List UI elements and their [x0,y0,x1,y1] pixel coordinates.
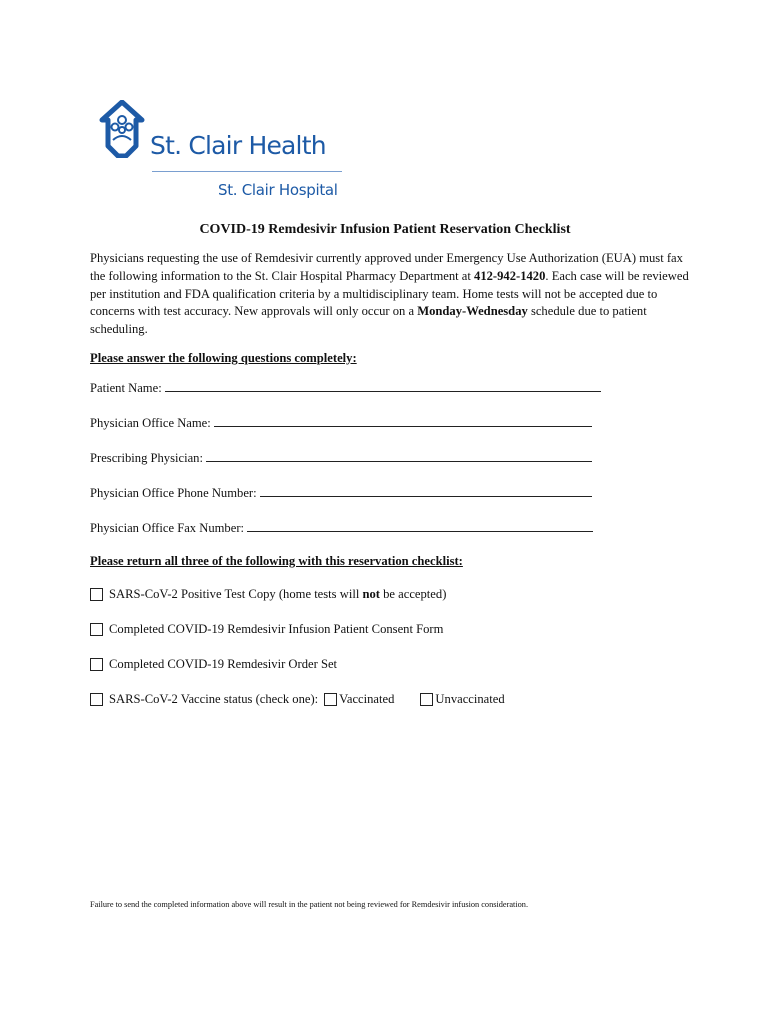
checklist-item-order-set[interactable] [90,657,337,672]
field-label: Physician Office Phone Number: [90,486,257,500]
intro-text-2: . Each case will be reviewed per institution and FDA qualification criteria by a multidisciplinary team. Home tests will not be accepted due to concerns with test accuracy. New approvals will only occur on a [90,268,689,319]
checklist-label: SARS-CoV-2 Vaccine status (check one): [109,692,319,706]
checklist-item-positive-test[interactable] [90,587,446,602]
return-heading: Please return all three of the following with this reservation checklist: [90,554,463,568]
pharmacy-phone: 412-942-1420 [474,268,546,283]
office-fax-field[interactable] [90,519,593,536]
checklist-item-vaccine-status[interactable] [90,692,505,707]
checkbox[interactable] [90,693,103,706]
family-shield-logo-icon [96,100,148,158]
checklist-item-consent-form[interactable] [90,622,443,637]
office-phone-field[interactable] [90,484,592,501]
prescribing-physician-input-line[interactable] [206,449,592,462]
vaccinated-checkbox[interactable] [324,693,337,706]
sub-brand-name: St. Clair Hospital [218,181,338,199]
checkbox[interactable] [90,623,103,636]
field-label: Physician Office Fax Number: [90,521,245,535]
logo-divider [152,171,342,172]
checkbox[interactable] [90,588,103,601]
prescribing-physician-field[interactable] [90,449,592,466]
intro-paragraph [90,250,690,339]
physician-office-name-field[interactable] [90,414,592,431]
checklist-label: SARS-CoV-2 Positive Test Copy (home tests will not be accepted) [109,587,447,601]
checkbox[interactable] [90,658,103,671]
patient-name-field[interactable] [90,379,601,396]
patient-name-input-line[interactable] [165,379,601,392]
unvaccinated-label: Unvaccinated [435,692,505,706]
office-fax-input-line[interactable] [247,519,593,532]
footer-note: Failure to send the completed information above will result in the patient not being reviewed for Remdesivir infusion consideration. [90,900,529,909]
schedule-days: Monday-Wednesday [417,304,528,319]
field-label: Prescribing Physician: [90,451,203,465]
field-label: Patient Name: [90,381,162,395]
brand-name: St. Clair Health [150,131,326,160]
physician-office-name-input-line[interactable] [214,414,592,427]
document-title: COVID-19 Remdesivir Infusion Patient Reservation Checklist [199,222,571,237]
intro-text-1: Physicians requesting the use of Remdesivir currently approved under Emergency Use Authorization (EUA) must fax the following information to the St. Clair Hospital Pharmacy Department at [90,251,683,283]
field-label: Physician Office Name: [90,416,211,430]
checklist-label: Completed COVID-19 Remdesivir Order Set [109,657,338,671]
unvaccinated-checkbox[interactable] [420,693,433,706]
intro-text-3: schedule due to patient scheduling. [90,304,647,337]
questions-heading: Please answer the following questions completely: [90,351,357,365]
checklist-label: Completed COVID-19 Remdesivir Infusion Patient Consent Form [109,622,444,636]
vaccinated-label: Vaccinated [339,692,395,706]
office-phone-input-line[interactable] [260,484,592,497]
